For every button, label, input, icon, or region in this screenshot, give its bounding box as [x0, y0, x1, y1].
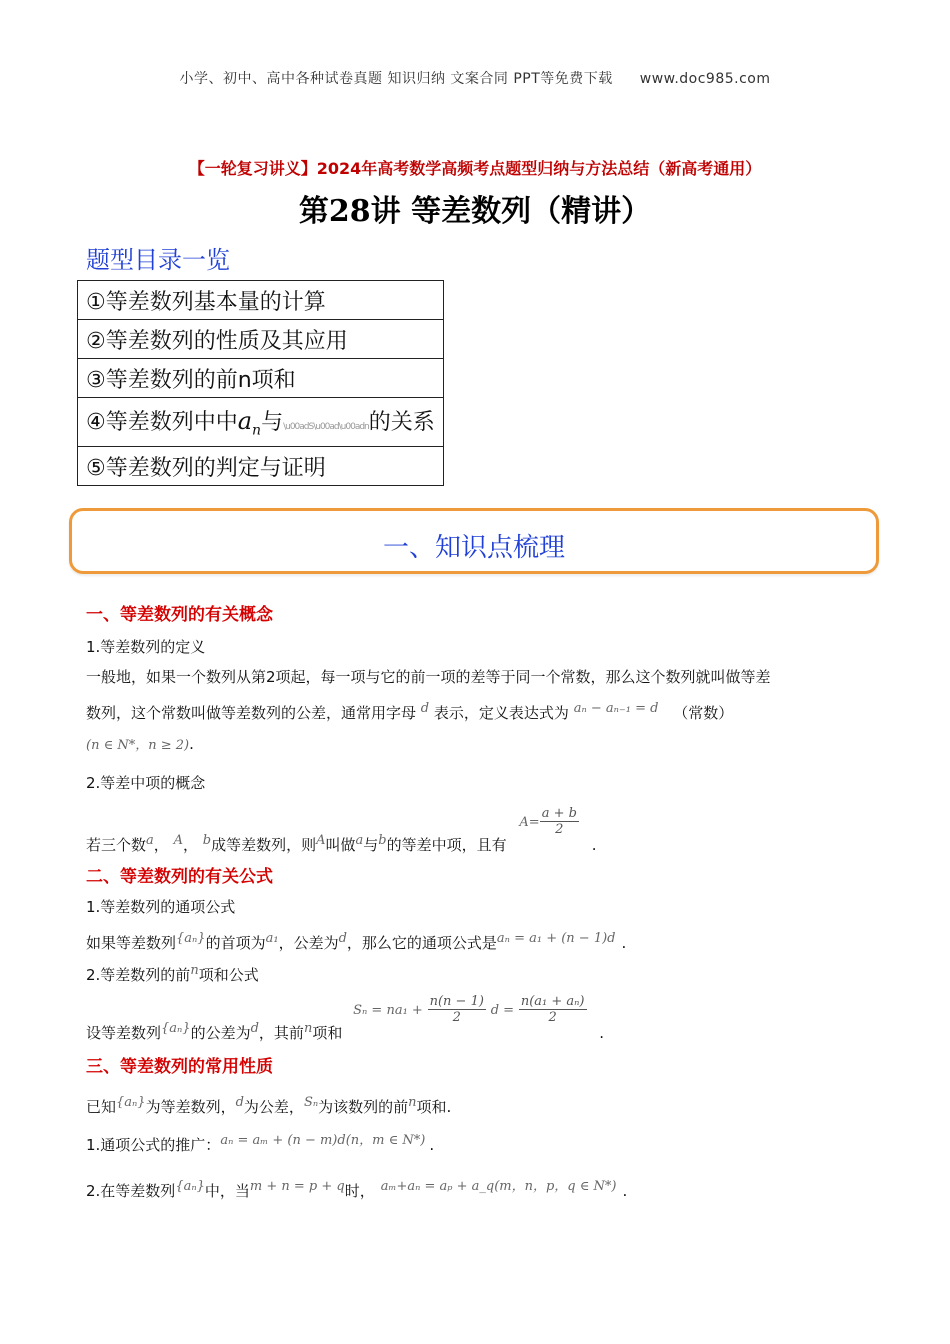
var-n: n [190, 963, 199, 978]
heading-concepts: 一、等差数列的有关概念 [86, 605, 273, 625]
def-text-a: 数列，这个常数叫做等差数列的公差，通常用字母 [86, 704, 417, 722]
prop-1 [86, 1134, 434, 1155]
var-b: b [378, 833, 387, 848]
heading-properties: 三、等差数列的常用性质 [86, 1057, 273, 1077]
gen-formula: aₙ = a₁ + (n − 1)d [496, 931, 616, 946]
period: . [622, 1182, 628, 1200]
mid-text-a: 若三个数 [86, 836, 147, 854]
gen-text-c: ，公差为 [278, 934, 339, 952]
intro-d: 为该数列的前 [318, 1098, 409, 1116]
seq-an: {aₙ} [175, 1179, 205, 1194]
var-A: A [316, 833, 326, 848]
toc-item-4-text: ④等差数列中中 [86, 410, 238, 436]
def-text-c: （常数） [673, 704, 734, 722]
sum-text-b: 的公差为 [190, 1024, 251, 1042]
toc-item-4-glyph: \u00adS\u00ad\u00adn [283, 422, 369, 433]
sum-frac-1 [428, 994, 486, 1025]
frac-num: a + b [541, 806, 577, 821]
seq-an: {aₙ} [176, 931, 206, 946]
var-n: n [303, 1021, 313, 1036]
toc-item-2[interactable]: ②等差数列的性质及其应用 [78, 320, 444, 359]
prop-2-text-b: 中，当 [204, 1182, 250, 1200]
mid-text-c: 叫做 [325, 836, 356, 854]
toc-item-4-sub: n [252, 422, 262, 439]
var-d: d [235, 1095, 244, 1110]
mid-text-d: 与 [363, 836, 379, 854]
prop-1-text: 1.通项公式的推广： [86, 1136, 221, 1154]
sum-title-b: 项和公式 [198, 966, 259, 984]
toc-table [77, 280, 444, 486]
sum-formula-mid: d = [490, 1003, 515, 1018]
toc-item-4-mid: 与 [261, 410, 284, 436]
frac-num: n(n − 1) [429, 994, 484, 1009]
var-a: a [146, 833, 154, 848]
def-condition: (n ∈ N*，n ≥ 2) [86, 738, 190, 753]
comma: ， [182, 836, 198, 854]
seq-an: {aₙ} [161, 1021, 191, 1036]
var-d: d [420, 701, 430, 716]
def-line-1: 一般地，如果一个数列从第2项起，每一项与它的前一项的差等于同一个常数，那么这个数列就叫做等差 [86, 668, 771, 686]
lecture-title: 第28讲 等差数列（精讲） [298, 194, 652, 229]
period: . [429, 1136, 435, 1154]
series-title: 【一轮复习讲义】2024年高考数学高频考点题型归纳与方法总结（新高考通用） [188, 159, 762, 178]
def-formula: aₙ − aₙ₋₁ = d [573, 701, 659, 716]
toc-item-1[interactable]: ①等差数列基本量的计算 [78, 281, 444, 320]
toc-item-3[interactable]: ③等差数列的前n项和 [78, 359, 444, 398]
prop-2-condition: m + n = p + q [249, 1179, 345, 1194]
gen-title: 1.等差数列的通项公式 [86, 898, 236, 916]
prop-2-text-a: 2.在等差数列 [86, 1182, 176, 1200]
mid-text-e: 的等差中项，且有 [386, 836, 507, 854]
var-Sn: Sₙ [303, 1095, 319, 1110]
period: . [189, 735, 194, 753]
sum-text-a: 设等差数列 [86, 1024, 162, 1042]
sum-frac-2 [519, 994, 587, 1025]
header-text: 小学、初中、高中各种试卷真题 知识归纳 文案合同 PPT等免费下载 [179, 71, 613, 87]
var-d: d [338, 931, 347, 946]
gen-text-d: ，那么它的通项公式是 [346, 934, 497, 952]
var-A: A [173, 833, 183, 848]
sum-line [86, 994, 605, 1042]
header-site-link[interactable]: www.doc985.com [639, 71, 771, 87]
mid-formula-frac [540, 806, 579, 837]
def-title: 1.等差数列的定义 [86, 638, 206, 656]
period: . [621, 934, 627, 952]
intro-a: 已知 [86, 1098, 117, 1116]
var-a: a [355, 833, 364, 848]
sum-title [86, 964, 259, 985]
toc-heading: 题型目录一览 [86, 246, 230, 274]
intro-e: 项和. [416, 1098, 452, 1116]
prop-2-text-c: 时， [344, 1182, 375, 1200]
a1: a₁ [265, 931, 279, 946]
def-line-2 [86, 702, 733, 723]
frac-den: 2 [548, 1010, 557, 1025]
gen-text-a: 如果等差数列 [86, 934, 177, 952]
var-d: d [250, 1021, 259, 1036]
page-header [0, 68, 950, 88]
sum-title-a: 2.等差数列的前 [86, 966, 191, 984]
mid-title: 2.等差中项的概念 [86, 774, 206, 792]
section-box-title: 一、知识点梳理 [382, 533, 565, 563]
intro-b: 为等差数列， [145, 1098, 236, 1116]
toc-item-4-math: a [237, 407, 253, 436]
var-b: b [202, 833, 212, 848]
gen-line [86, 932, 626, 953]
period: . [599, 1024, 605, 1042]
prop-1-formula: aₙ = aₘ + (n − m)d(n，m ∈ N*) [220, 1133, 426, 1148]
seq-an: {aₙ} [116, 1095, 146, 1110]
mid-line [86, 806, 597, 854]
prop-2 [86, 1180, 627, 1201]
frac-den: 2 [452, 1010, 461, 1025]
sum-formula-lhs: Sₙ = na₁ + [353, 1003, 423, 1018]
def-text-b: 表示，定义表达式为 [433, 704, 569, 722]
comma: ， [153, 836, 169, 854]
toc-item-4[interactable] [78, 398, 444, 447]
var-n: n [408, 1095, 417, 1110]
prop-2-formula: aₘ+aₙ = aₚ + a_q(m，n，p，q ∈ N*) [380, 1179, 617, 1194]
frac-num: n(a₁ + aₙ) [520, 994, 585, 1009]
frac-den: 2 [555, 822, 564, 837]
intro-c: 为公差， [243, 1098, 304, 1116]
toc-item-5[interactable]: ⑤等差数列的判定与证明 [78, 447, 444, 486]
def-condition-line [86, 734, 194, 753]
mid-text-b: 成等差数列，则 [211, 836, 317, 854]
sum-text-d: 项和 [312, 1024, 343, 1042]
period: . [591, 836, 597, 854]
sum-text-c: ，其前 [258, 1024, 304, 1042]
heading-formulas: 二、等差数列的有关公式 [86, 867, 273, 887]
gen-text-b: 的首项为 [205, 934, 266, 952]
mid-formula-lhs: A= [519, 815, 540, 830]
toc-item-4-tail: 的关系 [368, 410, 435, 436]
prop-intro [86, 1096, 451, 1117]
